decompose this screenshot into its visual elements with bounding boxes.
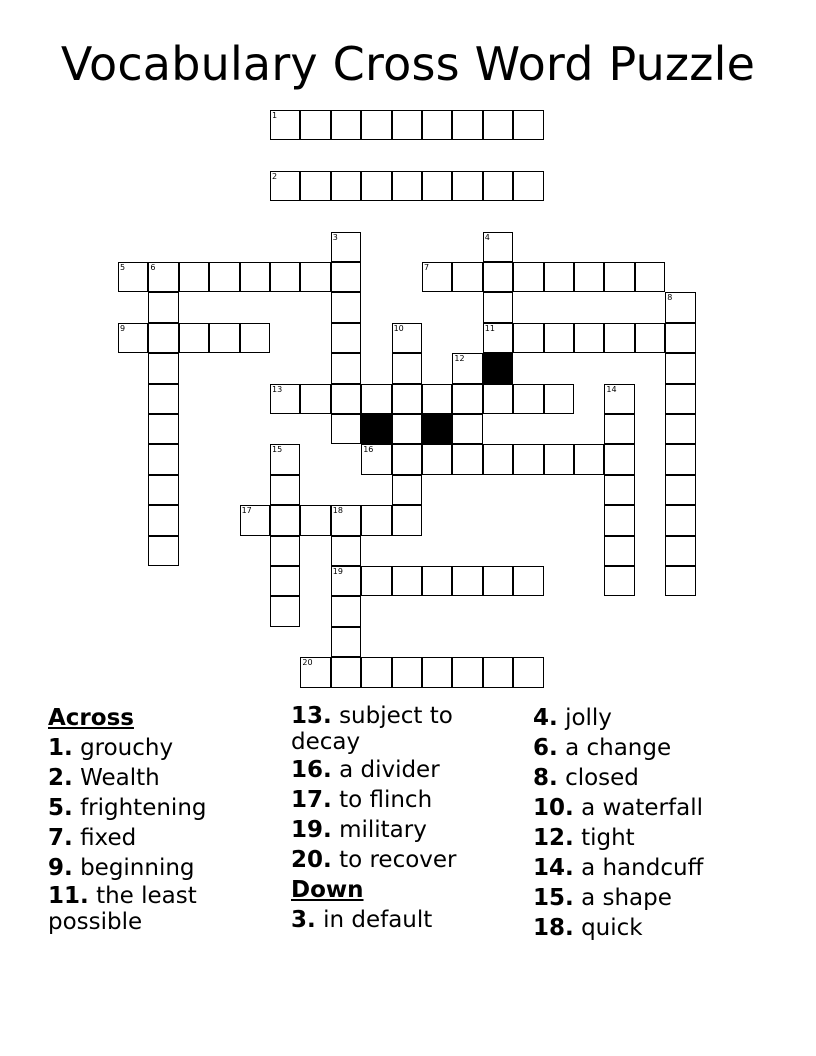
grid-cell[interactable] [422, 171, 452, 201]
cell-number: 1 [272, 111, 278, 120]
clues-column-2 [291, 703, 521, 935]
grid-cell[interactable] [635, 262, 665, 292]
grid-cell[interactable] [513, 444, 543, 474]
cell-number: 9 [120, 323, 126, 333]
grid-cell[interactable] [452, 566, 482, 596]
grid-cell[interactable] [483, 323, 513, 353]
grid-cell[interactable] [483, 657, 513, 687]
grid-cell[interactable] [604, 475, 634, 505]
cell-number: 17 [241, 506, 252, 516]
cell-number: 13 [272, 384, 283, 394]
grid-cell-black [422, 414, 452, 444]
cell-number: 16 [363, 445, 374, 455]
grid-cell[interactable] [604, 566, 634, 596]
grid-cell[interactable] [392, 323, 422, 353]
clue-down-8: 8. closed [533, 765, 639, 791]
grid-cell[interactable] [513, 657, 543, 687]
grid-cell[interactable] [361, 171, 391, 201]
grid-cell[interactable] [331, 536, 361, 566]
grid-cell[interactable] [665, 505, 695, 535]
grid-cell[interactable] [270, 505, 300, 535]
clue-across-5: 5. frightening [48, 795, 207, 821]
grid-cell[interactable] [665, 353, 695, 383]
grid-cell[interactable] [148, 384, 178, 414]
grid-cell[interactable] [270, 444, 300, 474]
grid-cell[interactable] [361, 505, 391, 535]
grid-cell[interactable] [148, 292, 178, 322]
clue-across-19: 19. military [291, 817, 427, 843]
grid-cell[interactable] [331, 110, 361, 140]
cell-number: 11 [484, 323, 495, 333]
grid-cell[interactable] [392, 444, 422, 474]
grid-cell[interactable] [665, 414, 695, 444]
cell-number: 19 [332, 567, 343, 576]
grid-cell[interactable] [240, 505, 270, 535]
grid-cell[interactable] [665, 323, 695, 353]
grid-cell[interactable] [665, 444, 695, 474]
cell-number: 18 [332, 506, 343, 516]
grid-cell[interactable] [331, 414, 361, 444]
grid-cell[interactable] [483, 444, 513, 474]
grid-cell[interactable] [483, 262, 513, 292]
cell-number: 6 [150, 263, 156, 272]
grid-cell[interactable] [300, 384, 330, 414]
grid-cell[interactable] [270, 171, 300, 201]
grid-cell[interactable] [665, 384, 695, 414]
cell-number: 7 [424, 263, 430, 272]
clue-across-20: 20. to recover [291, 847, 457, 873]
grid-cell[interactable] [361, 110, 391, 140]
grid-cell[interactable] [148, 262, 178, 292]
grid-cell[interactable] [604, 262, 634, 292]
grid-cell[interactable] [513, 110, 543, 140]
grid-cell[interactable] [179, 262, 209, 292]
grid-cell[interactable] [483, 232, 513, 262]
clue-across-2: 2. Wealth [48, 765, 160, 791]
grid-cell[interactable] [452, 353, 482, 383]
grid-cell[interactable] [665, 292, 695, 322]
grid-cell[interactable] [422, 384, 452, 414]
grid-cell[interactable] [604, 505, 634, 535]
grid-cell[interactable] [604, 444, 634, 474]
grid-cell[interactable] [331, 596, 361, 626]
clue-down-10: 10. a waterfall [533, 795, 703, 821]
grid-cell[interactable] [483, 110, 513, 140]
clue-down-6: 6. a change [533, 735, 672, 761]
grid-cell[interactable] [148, 475, 178, 505]
grid-cell[interactable] [544, 444, 574, 474]
grid-cell[interactable] [270, 536, 300, 566]
grid-cell[interactable] [331, 232, 361, 262]
grid-cell[interactable] [148, 536, 178, 566]
grid-cell[interactable] [483, 566, 513, 596]
grid-cell[interactable] [635, 323, 665, 353]
grid-cell[interactable] [331, 171, 361, 201]
grid-cell[interactable] [452, 444, 482, 474]
across-heading: Across [48, 705, 134, 731]
grid-cell[interactable] [665, 566, 695, 596]
grid-cell[interactable] [665, 536, 695, 566]
grid-cell[interactable] [392, 110, 422, 140]
clue-down-12: 12. tight [533, 825, 635, 851]
grid-cell[interactable] [148, 323, 178, 353]
cell-number: 2 [272, 171, 278, 181]
clue-down-3: 3. in default [291, 907, 433, 933]
grid-cell[interactable] [574, 444, 604, 474]
grid-cell[interactable] [270, 384, 300, 414]
grid-cell[interactable] [422, 657, 452, 687]
grid-cell[interactable] [148, 353, 178, 383]
grid-cell[interactable] [574, 323, 604, 353]
clue-across-16: 16. a divider [291, 757, 440, 783]
grid-cell[interactable] [331, 566, 361, 596]
grid-cell[interactable] [361, 566, 391, 596]
grid-cell[interactable] [392, 353, 422, 383]
grid-cell[interactable] [240, 323, 270, 353]
grid-cell[interactable] [604, 384, 634, 414]
grid-cell[interactable] [544, 262, 574, 292]
grid-cell[interactable] [392, 505, 422, 535]
grid-cell[interactable] [392, 384, 422, 414]
grid-cell[interactable] [148, 444, 178, 474]
grid-cell[interactable] [209, 323, 239, 353]
grid-cell[interactable] [544, 384, 574, 414]
clue-down-15: 15. a shape [533, 885, 672, 911]
grid-cell[interactable] [331, 292, 361, 322]
clue-across-13: 13. subject to decay [291, 703, 453, 755]
grid-cell[interactable] [331, 384, 361, 414]
grid-cell[interactable] [422, 566, 452, 596]
grid-cell[interactable] [270, 566, 300, 596]
grid-cell[interactable] [604, 414, 634, 444]
grid-cell[interactable] [452, 110, 482, 140]
grid-cell[interactable] [392, 566, 422, 596]
cell-number: 8 [667, 293, 673, 303]
grid-cell[interactable] [361, 384, 391, 414]
grid-cell[interactable] [240, 262, 270, 292]
grid-cell[interactable] [270, 596, 300, 626]
clue-across-11: 11. the least possible [48, 883, 197, 935]
cell-number: 5 [120, 263, 126, 272]
grid-cell[interactable] [300, 657, 330, 687]
clues-column-3 [533, 703, 793, 943]
grid-cell[interactable] [604, 323, 634, 353]
grid-cell[interactable] [665, 475, 695, 505]
clue-across-7: 7. fixed [48, 825, 137, 851]
clue-across-9: 9. beginning [48, 855, 195, 881]
grid-cell[interactable] [331, 323, 361, 353]
grid-cell[interactable] [331, 627, 361, 657]
grid-cell[interactable] [513, 566, 543, 596]
cell-number: 20 [302, 658, 313, 668]
grid-cell-black [361, 414, 391, 444]
cell-number: 3 [332, 232, 338, 242]
down-heading: Down [291, 877, 364, 903]
grid-cell[interactable] [270, 110, 300, 140]
clue-down-18: 18. quick [533, 915, 643, 941]
cell-number: 12 [454, 354, 465, 364]
grid-cell[interactable] [452, 657, 482, 687]
grid-cell[interactable] [604, 536, 634, 566]
grid-cell[interactable] [513, 384, 543, 414]
clue-down-4: 4. jolly [533, 705, 612, 731]
grid-cell[interactable] [118, 262, 148, 292]
grid-cell[interactable] [300, 505, 330, 535]
grid-cell[interactable] [209, 262, 239, 292]
clue-across-1: 1. grouchy [48, 735, 174, 761]
cell-number: 4 [484, 232, 490, 242]
grid-cell[interactable] [331, 657, 361, 687]
grid-cell[interactable] [513, 323, 543, 353]
grid-cell[interactable] [148, 505, 178, 535]
grid-cell[interactable] [361, 657, 391, 687]
grid-cell[interactable] [392, 414, 422, 444]
grid-cell[interactable] [392, 475, 422, 505]
grid-cell[interactable] [361, 444, 391, 474]
clue-across-17: 17. to flinch [291, 787, 433, 813]
grid-cell[interactable] [331, 262, 361, 292]
grid-cell[interactable] [300, 171, 330, 201]
grid-cell[interactable] [513, 171, 543, 201]
grid-cell[interactable] [148, 414, 178, 444]
grid-cell[interactable] [422, 110, 452, 140]
grid-cell[interactable] [422, 444, 452, 474]
grid-cell[interactable] [574, 262, 604, 292]
grid-cell[interactable] [544, 323, 574, 353]
grid-cell[interactable] [452, 414, 482, 444]
grid-cell[interactable] [422, 262, 452, 292]
grid-cell[interactable] [483, 384, 513, 414]
grid-cell[interactable] [452, 384, 482, 414]
grid-cell[interactable] [300, 262, 330, 292]
grid-cell[interactable] [483, 171, 513, 201]
grid-cell[interactable] [452, 171, 482, 201]
clues-column-1 [48, 703, 278, 935]
grid-cell[interactable] [392, 657, 422, 687]
cell-number: 15 [272, 445, 283, 455]
grid-cell[interactable] [331, 353, 361, 383]
grid-cell-black [483, 353, 513, 383]
cell-number: 10 [393, 323, 404, 333]
grid-cell[interactable] [483, 292, 513, 322]
grid-cell[interactable] [179, 323, 209, 353]
grid-cell[interactable] [452, 262, 482, 292]
grid-cell[interactable] [392, 171, 422, 201]
grid-cell[interactable] [118, 323, 148, 353]
cell-number: 14 [606, 384, 617, 394]
clue-down-14: 14. a handcuff [533, 855, 704, 881]
grid-cell[interactable] [331, 505, 361, 535]
grid-cell[interactable] [513, 262, 543, 292]
grid-cell[interactable] [300, 110, 330, 140]
grid-cell[interactable] [270, 475, 300, 505]
page-title: Vocabulary Cross Word Puzzle [60, 37, 756, 91]
grid-cell[interactable] [270, 262, 300, 292]
